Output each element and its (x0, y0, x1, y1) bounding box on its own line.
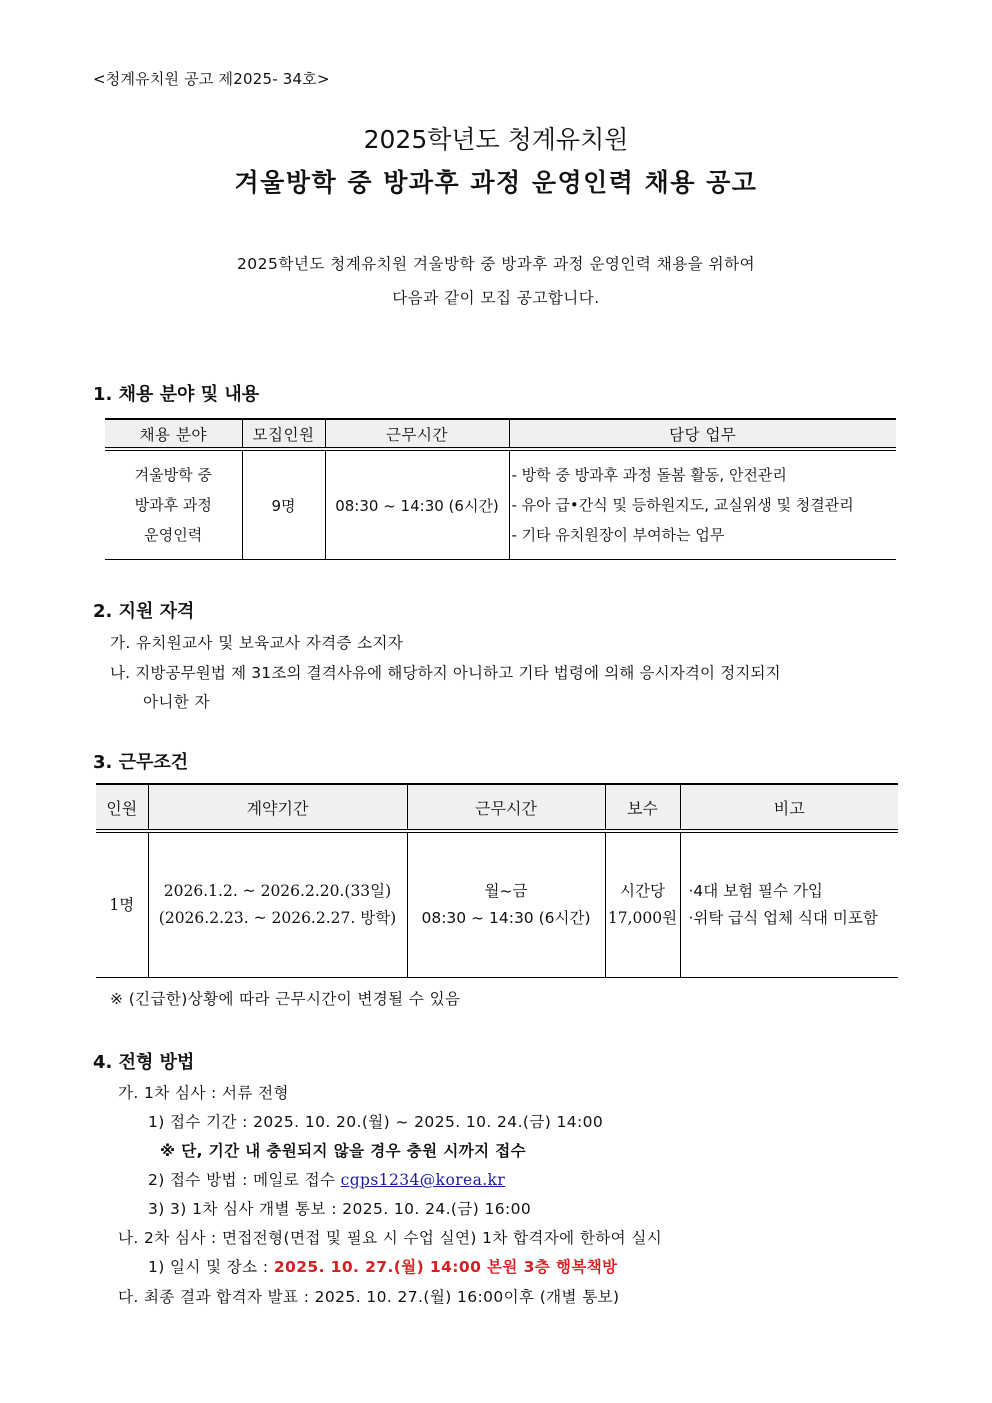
intro-line1: 2025학년도 청계유치원 겨울방학 중 방과후 과정 운영인력 채용을 위하여 (236, 255, 756, 273)
recruitment-table (105, 418, 896, 560)
intro-line2: 다음과 같이 모집 공고합니다. (392, 289, 600, 307)
qualification-item: 가. 유치원교사 및 보육교사 자격증 소지자 (110, 634, 404, 652)
col-header-count: 모집인원 (242, 419, 325, 449)
application-method (148, 1168, 505, 1190)
pay-line: 17,000원 (607, 909, 678, 927)
duty-item: - 유아 급•간식 및 등하원지도, 교실위생 및 청결관리 (511, 496, 854, 514)
interview-datetime-place: 2025. 10. 27.(월) 14:00 본원 3층 행복책방 (273, 1258, 618, 1276)
note-item: ·4대 보험 필수 가입 (688, 882, 823, 900)
col-header-duties: 담당 업무 (509, 419, 896, 449)
field-line: 방과후 과정 (134, 496, 212, 514)
cell-field (105, 449, 242, 560)
col-header-count: 인원 (96, 784, 148, 831)
section3-heading: 3. 근무조건 (93, 752, 189, 773)
cell-hours: 08:30 ~ 14:30 (6시간) (325, 449, 509, 560)
field-line: 겨울방학 중 (134, 466, 212, 484)
period-line: (2026.2.23. ~ 2026.2.27. 방학) (158, 909, 397, 927)
duty-item: - 기타 유치원장이 부여하는 업무 (511, 526, 725, 544)
col-header-field: 채용 분야 (105, 419, 242, 449)
page-title-line2: 겨울방학 중 방과후 과정 운영인력 채용 공고 (234, 168, 758, 197)
section2-heading: 2. 지원 자격 (93, 601, 195, 622)
table-header-row (96, 784, 898, 831)
table-header-row (105, 419, 896, 449)
hours-line: 08:30 ~ 14:30 (6시간) (421, 909, 591, 927)
application-period: 1) 접수 기간 : 2025. 10. 20.(월) ~ 2025. 10. 24.(금) 14:00 (148, 1113, 604, 1131)
section1-heading: 1. 채용 분야 및 내용 (93, 384, 260, 405)
application-method-label: 2) 접수 방법 : 메일로 접수 (148, 1171, 341, 1189)
qualification-item-cont: 아니한 자 (143, 693, 210, 711)
col-header-notes: 비고 (680, 784, 898, 831)
interview-schedule-label: 1) 일시 및 장소 : (148, 1258, 274, 1276)
section4-heading: 4. 전형 방법 (93, 1052, 195, 1073)
cell-duties (509, 449, 896, 560)
cell-pay (605, 831, 680, 978)
note-item: ·위탁 급식 업체 식대 미포함 (688, 909, 878, 927)
cell-count: 9명 (242, 449, 325, 560)
col-header-hours: 근무시간 (407, 784, 605, 831)
interview-schedule (148, 1255, 617, 1277)
selection-step-ga: 가. 1차 심사 : 서류 전형 (118, 1084, 289, 1102)
period-line: 2026.1.2. ~ 2026.2.20.(33일) (163, 882, 392, 900)
duty-item: - 방학 중 방과후 과정 돌봄 활동, 안전관리 (511, 466, 787, 484)
selection-step-na: 나. 2차 심사 : 면접전형(면접 및 필요 시 수업 실연) 1차 합격자에 한하여 실시 (118, 1229, 663, 1247)
doc-number: <청계유치원 공고 제2025- 34호> (93, 70, 330, 88)
col-header-pay: 보수 (605, 784, 680, 831)
first-result-notice: 3) 3) 1차 심사 개별 통보 : 2025. 10. 24.(금) 16:00 (148, 1200, 532, 1218)
col-header-period: 계약기간 (148, 784, 407, 831)
table-row (96, 831, 898, 978)
conditions-table (96, 783, 898, 978)
cell-notes (680, 831, 898, 978)
page-title-line1: 2025학년도 청계유치원 (363, 125, 629, 154)
pay-line: 시간당 (620, 882, 665, 900)
col-header-hours: 근무시간 (325, 419, 509, 449)
final-announcement: 다. 최종 결과 합격자 발표 : 2025. 10. 27.(월) 16:00이후 (개별 통보) (118, 1288, 620, 1306)
footnote: ※ (긴급한)상황에 따라 근무시간이 변경될 수 있음 (110, 990, 461, 1008)
cell-hours (407, 831, 605, 978)
email-link[interactable]: cgps1234@korea.kr (340, 1171, 506, 1189)
cell-period (148, 831, 407, 978)
qualification-item: 나. 지방공무원법 제 31조의 결격사유에 해당하지 아니하고 기타 법령에 의해 응시자격이 정지되지 (110, 664, 781, 682)
field-line: 운영인력 (144, 526, 203, 544)
table-row (105, 449, 896, 560)
hours-line: 월~금 (484, 882, 528, 900)
application-note: ※ 단, 기간 내 충원되지 않을 경우 충원 시까지 접수 (160, 1142, 527, 1160)
cell-count: 1명 (96, 831, 148, 978)
